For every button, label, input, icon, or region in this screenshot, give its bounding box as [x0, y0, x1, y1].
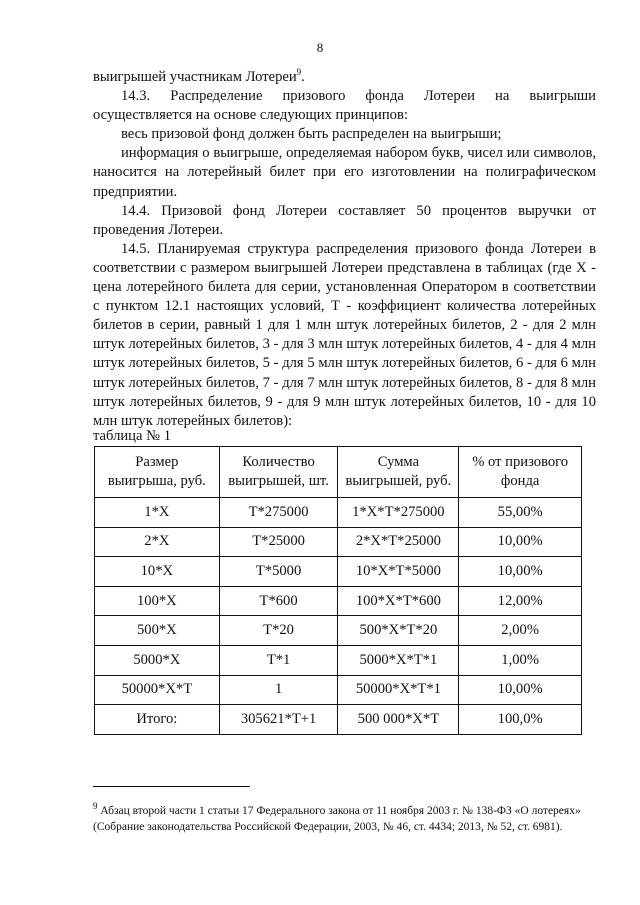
cell-prize-sum: 5000*Х*Т*1: [338, 645, 459, 675]
table-caption: таблица № 1: [93, 428, 171, 444]
table-row: [95, 645, 582, 675]
cell-prize-size: 50000*Х*Т: [95, 675, 220, 705]
table-row: [95, 586, 582, 616]
cell-fund-percent: 2,00%: [459, 616, 582, 646]
cell-fund-percent: 10,00%: [459, 557, 582, 587]
footnote-reference: 9: [296, 67, 302, 78]
cell-fund-percent: 10,00%: [459, 675, 582, 705]
table-row: [95, 557, 582, 587]
table-row: [95, 498, 582, 528]
cell-fund-percent: 12,00%: [459, 586, 582, 616]
table-total-row: [95, 705, 582, 735]
header-prize-size: Размер выигрыша, руб.: [95, 447, 220, 498]
cell-total-sum: 500 000*Х*Т: [338, 705, 459, 735]
cell-total-count: 305621*Т+1: [219, 705, 338, 735]
cell-prize-sum: 10*Х*Т*5000: [338, 557, 459, 587]
paragraph-14-3: 14.3. Распределение призового фонда Лотереи на выигрыши осуществляется на основе следующих принципов:: [93, 88, 596, 124]
paragraph-text: выигрышей участникам Лотереи: [93, 69, 297, 85]
table-header-row: [95, 447, 582, 498]
paragraph-principle-1: весь призовой фонд должен быть распределен на выигрыши;: [121, 126, 502, 143]
cell-prize-count: Т*1: [219, 645, 338, 675]
cell-prize-count: Т*275000: [219, 498, 338, 528]
cell-total-percent: 100,0%: [459, 705, 582, 735]
cell-prize-size: 500*Х: [95, 616, 220, 646]
header-prize-count: Количество выигрышей, шт.: [219, 447, 338, 498]
cell-prize-sum: 50000*Х*Т*1: [338, 675, 459, 705]
footnote-mark: 9: [93, 801, 98, 812]
header-prize-sum: Сумма выигрышей, руб.: [338, 447, 459, 498]
page-number: 8: [316, 40, 324, 55]
table-row: [95, 527, 582, 557]
cell-prize-count: 1: [219, 675, 338, 705]
cell-prize-sum: 2*Х*Т*25000: [338, 527, 459, 557]
cell-prize-size: 5000*Х: [95, 645, 220, 675]
cell-prize-size: 100*Х: [95, 586, 220, 616]
footnote-text: Абзац второй части 1 статьи 17 Федерального закона от 11 ноября 2003 г. № 138-ФЗ «О лотереях» (Собрание законодательства Российской Федерации, 2003, № 46, ст. 4434; 2013, № 52, ст. 6981).: [93, 805, 581, 833]
paragraph-continuation: [93, 68, 596, 87]
cell-fund-percent: 55,00%: [459, 498, 582, 528]
table-row: [95, 675, 582, 705]
cell-prize-sum: 1*Х*Т*275000: [338, 498, 459, 528]
cell-prize-count: Т*20: [219, 616, 338, 646]
cell-total-label: Итого:: [95, 705, 220, 735]
cell-fund-percent: 1,00%: [459, 645, 582, 675]
header-fund-percent: % от призового фонда: [459, 447, 582, 498]
footnote-divider: [93, 786, 250, 787]
cell-prize-size: 10*Х: [95, 557, 220, 587]
cell-prize-sum: 100*Х*Т*600: [338, 586, 459, 616]
paragraph-14-4: 14.4. Призовой фонд Лотереи составляет 50 процентов выручки от проведения Лотереи.: [93, 202, 596, 238]
paragraph-principle-2: информация о выигрыше, определяемая набором букв, чисел или символов, наносится на лотерейный билет при его изготовлении на полиграфическом предприятии.: [93, 145, 596, 200]
paragraph-14-5: 14.5. Планируемая структура распределения призового фонда Лотереи в соответствии с размером выигрышей Лотереи представлена в таблицах (где X - цена лотерейного билета для серии, установленная Оператором в соответствии с пунктом 12.1 настоящих условий, Т - коэффициент количества лотерейных билетов в серии, равный 1 для 1 млн штук лотерейных билетов, 2 - для 2 млн штук лотерейных билетов, 3 - для 3 млн штук лотерейных билетов, 4 - для 4 млн штук лотерейных билетов, 5 - для 5 млн штук лотерейных билетов, 6 - для 6 млн штук лотерейных билетов, 7 - для 7 млн штук лотерейных билетов, 8 - для 8 млн штук лотерейных билетов, 9 - для 9 млн штук лотерейных билетов, 10 - для 10 млн штук лотерейных билетов):: [93, 240, 596, 429]
period: .: [301, 69, 305, 85]
footnote: [93, 803, 593, 835]
cell-prize-count: Т*25000: [219, 527, 338, 557]
prize-distribution-table: [94, 446, 582, 735]
table-row: [95, 616, 582, 646]
cell-prize-size: 2*Х: [95, 527, 220, 557]
cell-prize-sum: 500*Х*Т*20: [338, 616, 459, 646]
document-body: [93, 68, 596, 431]
cell-fund-percent: 10,00%: [459, 527, 582, 557]
cell-prize-count: Т*5000: [219, 557, 338, 587]
cell-prize-size: 1*Х: [95, 498, 220, 528]
cell-prize-count: Т*600: [219, 586, 338, 616]
